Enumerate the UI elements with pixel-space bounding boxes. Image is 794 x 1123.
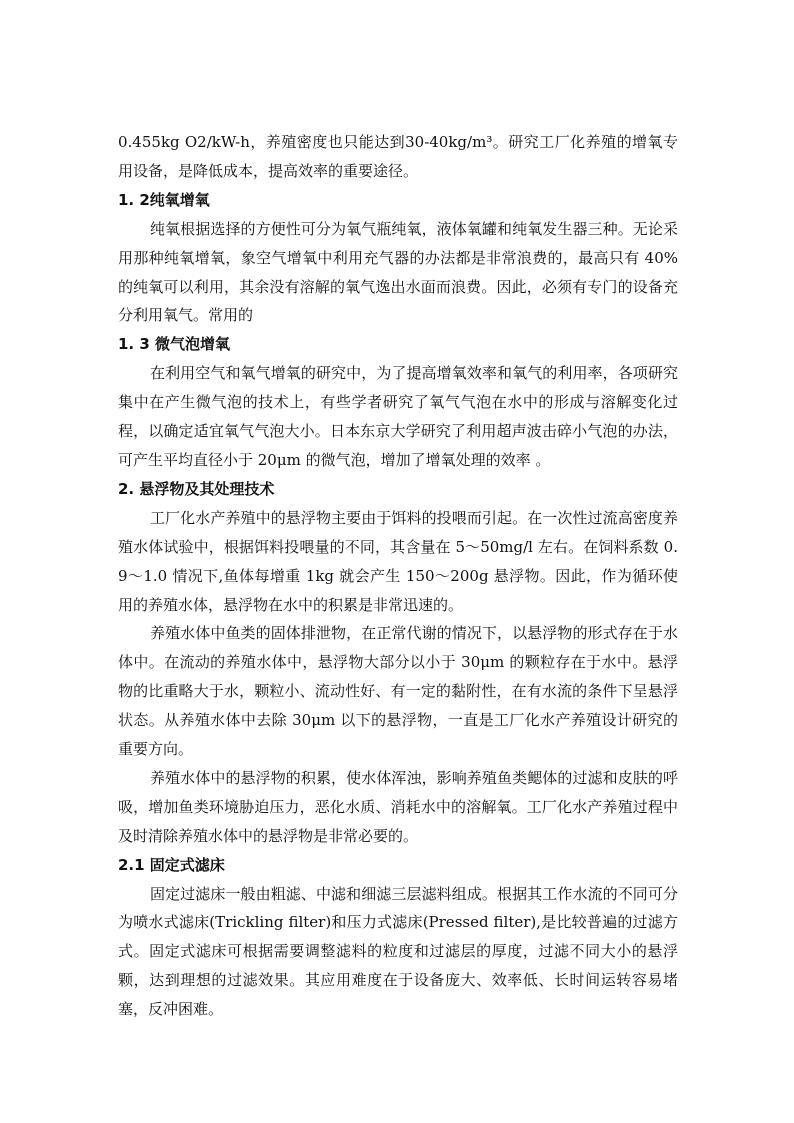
heading-pure-oxygen: 1. 2纯氧增氧	[118, 190, 210, 209]
document-page	[118, 128, 678, 1024]
heading-suspended-solids: 2. 悬浮物及其处理技术	[118, 479, 275, 498]
paragraph-suspended-solids-1: 工厂化水产养殖中的悬浮物主要由于饵料的投喂而引起。在一次性过流高密度养殖水体试验中，根据饵料投喂量的不同，其含量在 5～50mg/l 左右。在饲料系数 0.9～1.0 情况下,鱼体每增重 1kg 就会产生 150～200g 悬浮物。因此，作为循环使用的养殖水体，悬浮物在水中的积累是非常迅速的。	[118, 508, 678, 614]
paragraph-micro-bubble: 在利用空气和氧气增氧的研究中，为了提高增氧效率和氧气的利用率，各项研究集中在产生微气泡的技术上，有些学者研究了氧气气泡在水中的形成与溶解变化过程，以确定适宜氧气气泡大小。日本东京大学研究了利用超声波击碎小气泡的办法，可产生平均直径小于 20μm 的微气泡，增加了增氧处理的效率 。	[118, 364, 678, 469]
heading-micro-bubble: 1. 3 微气泡增氧	[118, 335, 231, 354]
heading-fixed-filter-bed: 2.1 固定式滤床	[118, 855, 225, 874]
paragraph-intro-continued: 0.455kg O2/kW-h，养殖密度也只能达到30-40kg/m³。研究工厂化养殖的增氧专用设备，是降低成本，提高效率的重要途径。	[118, 133, 678, 180]
paragraph-suspended-solids-3: 养殖水体中的悬浮物的积累，使水体浑浊，影响养殖鱼类鳃体的过滤和皮肤的呼吸，增加鱼类环境胁迫压力，恶化水质、消耗水中的溶解氧。工厂化水产养殖过程中及时清除养殖水体中的悬浮物是非常必要的。	[118, 768, 678, 845]
paragraph-pure-oxygen: 纯氧根据选择的方便性可分为氧气瓶纯氧，液体氧罐和纯氧发生器三种。无论采用那种纯氧增氧，象空气增氧中利用充气器的办法都是非常浪费的，最高只有 40%的纯氧可以利用，其余没有溶解的氧气逸出水面而浪费。因此，必须有专门的设备充分利用氧气。常用的	[118, 219, 678, 325]
paragraph-suspended-solids-2: 养殖水体中鱼类的固体排泄物，在正常代谢的情况下，以悬浮物的形式存在于水体中。在流动的养殖水体中，悬浮物大部分以小于 30μm 的颗粒存在于水中。悬浮物的比重略大于水，颗粒小、流动性好、有一定的黏附性，在有水流的条件下呈悬浮状态。从养殖水体中去除 30μm 以下的悬浮物，一直是工厂化水产养殖设计研究的重要方向。	[118, 624, 678, 759]
paragraph-fixed-filter-bed: 固定过滤床一般由粗滤、中滤和细滤三层滤料组成。根据其工作水流的不同可分为喷水式滤床(Trickling filter)和压力式滤床(Pressed filter),是比较普遍的过滤方式。固定式滤床可根据需要调整滤料的粒度和过滤层的厚度，过滤不同大小的悬浮颗，达到理想的过滤效果。其应用难度在于设备庞大、效率低、长时间运转容易堵塞，反冲困难。	[118, 884, 678, 1019]
